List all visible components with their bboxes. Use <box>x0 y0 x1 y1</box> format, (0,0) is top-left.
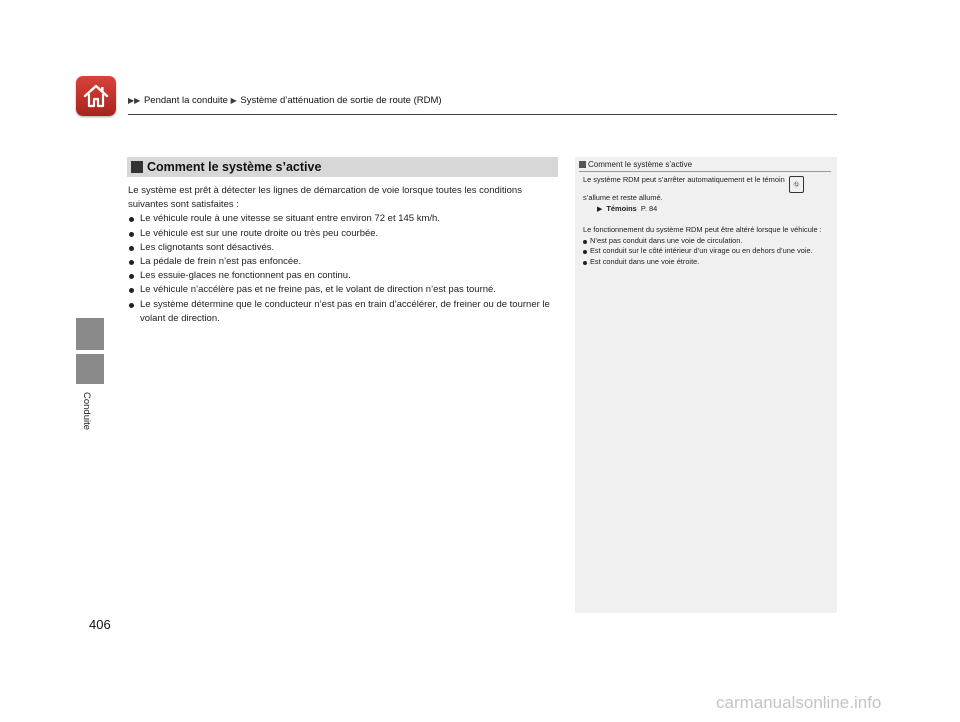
list-item: Le véhicule roule à une vitesse se situant entre environ 72 et 145 km/h. <box>128 212 558 226</box>
list-item: La pédale de frein n’est pas enfoncée. <box>128 255 558 269</box>
breadcrumb-item-rdm[interactable]: Système d’atténuation de sortie de route (RDM) <box>240 95 442 106</box>
section-square-icon <box>131 161 143 173</box>
reference-arrow-icon: ▶ <box>597 205 603 213</box>
conditions-list <box>128 212 558 326</box>
sidebar-note <box>575 157 837 613</box>
sidebar-list <box>583 236 829 268</box>
home-button[interactable] <box>76 76 116 116</box>
sidebar-paragraph: Le système RDM peut s’arrêter automatiquement et le témoin ⛗ s’allume et reste allumé. <box>583 175 829 204</box>
side-tab-active[interactable] <box>76 354 104 384</box>
bullet-icon <box>129 303 134 308</box>
list-item: Les essuie-glaces ne fonctionnent pas en continu. <box>128 269 558 283</box>
sidebar-divider <box>579 171 831 172</box>
list-item: Le véhicule n’accélère pas et ne freine pas, et le volant de direction n’est pas tourné. <box>128 283 558 297</box>
sidebar-heading: Comment le système s’active <box>579 160 692 169</box>
bullet-icon <box>129 246 134 251</box>
intro-paragraph: Le système est prêt à détecter les lignes de démarcation de voie lorsque toutes les conditions suivantes sont satisfaites : <box>128 185 522 211</box>
page-number: 406 <box>89 617 111 632</box>
home-icon <box>82 82 110 110</box>
list-item: N’est pas conduit dans une voie de circulation. <box>583 236 829 247</box>
list-item: Les clignotants sont désactivés. <box>128 241 558 255</box>
bullet-icon <box>129 274 134 279</box>
bullet-icon <box>129 217 134 222</box>
lane-departure-indicator-icon: ⛗ <box>789 176 804 193</box>
section-header <box>127 157 558 177</box>
sidebar-paragraph: Le fonctionnement du système RDM peut être altéré lorsque le véhicule : <box>583 225 822 235</box>
sidebar-body <box>583 175 829 268</box>
main-content <box>128 184 558 326</box>
bullet-icon <box>129 232 134 237</box>
side-tab-label: Conduite <box>81 392 92 431</box>
list-item: Est conduit sur le côté intérieur d’un virage ou en dehors d’une voie. <box>583 246 829 257</box>
bullet-icon <box>129 260 134 265</box>
cross-reference-link[interactable]: ▶ Témoins P. 84 <box>597 203 658 213</box>
bullet-icon <box>583 240 587 244</box>
side-tab-marker <box>76 318 104 350</box>
section-title: Comment le système s’active <box>147 160 322 174</box>
breadcrumb-arrow-icon: ▶ <box>230 96 237 105</box>
list-item: Le véhicule est sur une route droite ou très peu courbée. <box>128 227 558 241</box>
header-divider <box>128 114 837 115</box>
watermark: carmanualsonline.info <box>716 693 882 712</box>
note-marker-icon <box>579 161 586 168</box>
list-item: Le système détermine que le conducteur n’est pas en train d’accélérer, de freiner ou de tourner le volant de direction. <box>128 298 558 326</box>
bullet-icon <box>583 250 587 254</box>
list-item: Est conduit dans une voie étroite. <box>583 257 829 268</box>
breadcrumb-arrow-icon: ▶▶ <box>128 96 141 105</box>
breadcrumb <box>128 95 442 106</box>
bullet-icon <box>129 288 134 293</box>
bullet-icon <box>583 261 587 265</box>
breadcrumb-item-driving[interactable]: Pendant la conduite <box>143 95 228 106</box>
